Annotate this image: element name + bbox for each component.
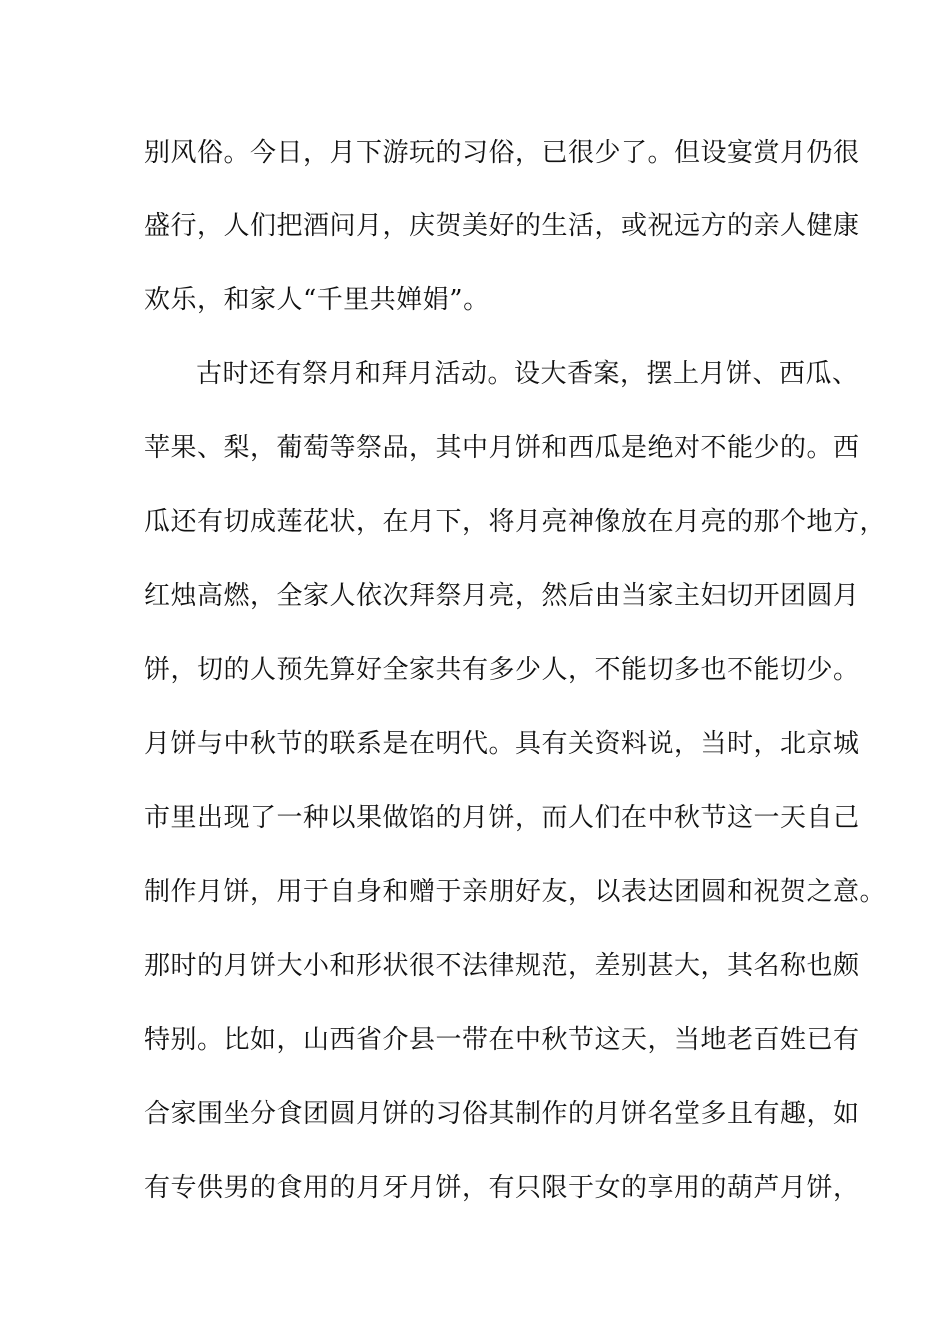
text-line: 月饼与中秋节的联系是在明代。具有关资料说，当时，北京城 — [144, 729, 860, 759]
text-line: 瓜还有切成莲花状，在月下，将月亮神像放在月亮的那个地方， — [144, 507, 887, 537]
text-line: 别风俗。今日，月下游玩的习俗，已很少了。但设宴赏月仍很 — [144, 138, 860, 168]
text-line: 特别。比如，山西省介县一带在中秋节这天，当地老百姓已有 — [144, 1025, 860, 1055]
text-line: 红烛高燃，全家人依次拜祭月亮，然后由当家主妇切开团圆月 — [144, 581, 860, 611]
text-line: 欢乐，和家人“千里共婵娟”。 — [144, 285, 490, 315]
paragraph-first-line: 古时还有祭月和拜月活动。设大香案，摆上月饼、西瓜、 — [196, 359, 859, 389]
text-line: 制作月饼，用于自身和赠于亲朋好友，以表达团圆和祝贺之意。 — [144, 877, 887, 907]
text-line: 合家围坐分食团圆月饼的习俗其制作的月饼名堂多且有趣，如 — [144, 1099, 860, 1129]
text-line: 市里出现了一种以果做馅的月饼，而人们在中秋节这一天自己 — [144, 803, 860, 833]
text-line: 有专供男的食用的月牙月饼，有只限于女的享用的葫芦月饼， — [144, 1173, 860, 1203]
text-line: 那时的月饼大小和形状很不法律规范，差别甚大，其名称也颇 — [144, 951, 860, 981]
text-line: 饼，切的人预先算好全家共有多少人，不能切多也不能切少。 — [144, 655, 860, 685]
text-line: 盛行，人们把酒问月，庆贺美好的生活，或祝远方的亲人健康 — [144, 211, 860, 241]
text-line: 苹果、梨，葡萄等祭品，其中月饼和西瓜是绝对不能少的。西 — [144, 433, 860, 463]
